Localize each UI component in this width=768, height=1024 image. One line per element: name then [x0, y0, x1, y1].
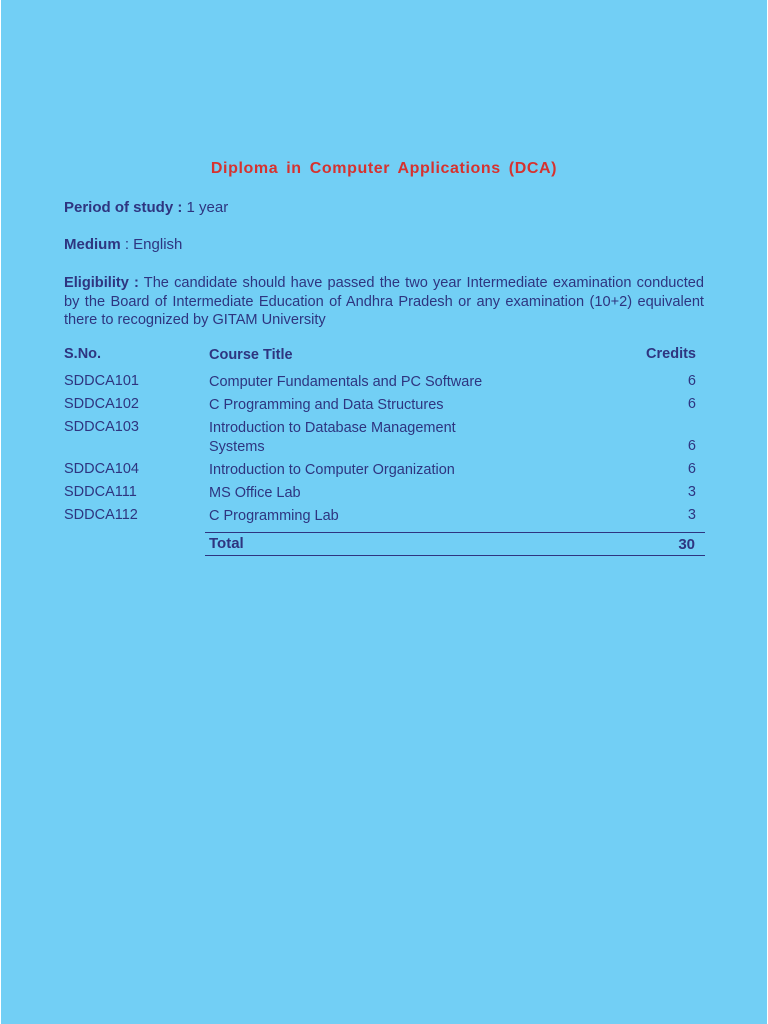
course-credits: 6	[687, 461, 696, 477]
course-code: SDDCA104	[64, 461, 139, 477]
medium	[64, 236, 704, 253]
table-row	[64, 373, 706, 396]
course-title: C Programming and Data Structures	[209, 397, 444, 413]
eligibility	[64, 274, 704, 330]
course-title: C Programming Lab	[209, 508, 339, 524]
course-title: Introduction to Database Management Systems	[209, 420, 456, 455]
course-title: Introduction to Computer Organization	[209, 462, 455, 478]
course-code: SDDCA101	[64, 373, 139, 389]
table-row	[64, 419, 706, 461]
period-value: 1 year	[182, 199, 229, 216]
table-row	[64, 484, 706, 507]
header-title: Course Title	[209, 347, 293, 363]
document-title: Diploma in Computer Applications (DCA)	[210, 160, 558, 177]
period-label: Period of study :	[64, 199, 183, 216]
table-total-row	[205, 532, 705, 556]
course-credits: 6	[687, 373, 696, 389]
document-page	[1, 0, 767, 1024]
header-code: S.No.	[64, 346, 102, 362]
course-credits: 3	[687, 507, 696, 523]
total-value: 30	[678, 536, 695, 553]
course-title: Computer Fundamentals and PC Software	[209, 374, 483, 390]
course-credits: 6	[687, 438, 696, 454]
eligibility-text: The candidate should have passed the two year Intermediate examination conducted by the Board of Intermediate Education of Andhra Pradesh or any examination (10+2) equivalent there to recognized by GITAM University	[64, 275, 705, 328]
eligibility-label: Eligibility :	[64, 275, 139, 291]
medium-value: : English	[120, 236, 183, 253]
table-row	[64, 396, 706, 419]
table-row	[64, 507, 706, 530]
course-code: SDDCA111	[64, 484, 137, 500]
course-title: MS Office Lab	[209, 485, 301, 501]
table-row	[64, 461, 706, 484]
course-credits: 3	[687, 484, 696, 500]
course-table	[64, 346, 706, 530]
table-header	[64, 346, 706, 373]
total-label: Total	[209, 535, 244, 552]
period-of-study	[64, 199, 704, 216]
header-credits: Credits	[646, 346, 696, 362]
course-code: SDDCA112	[64, 507, 138, 523]
medium-label: Medium	[64, 236, 121, 253]
course-code: SDDCA103	[64, 419, 139, 435]
course-code: SDDCA102	[64, 396, 139, 412]
course-credits: 6	[687, 396, 696, 412]
